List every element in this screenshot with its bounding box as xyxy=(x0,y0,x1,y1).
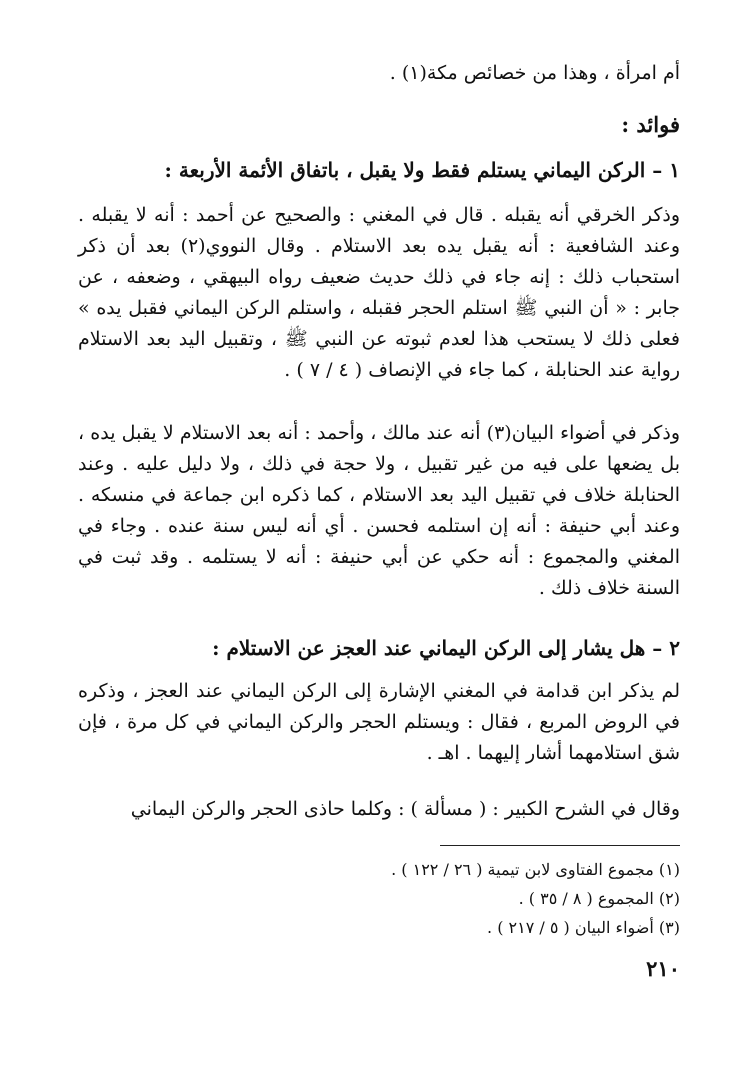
footnote-2: (٢) المجموع ( ٨ / ٣٥ ) . xyxy=(518,889,680,908)
section-1-heading: ١ – الركن اليماني يستلم فقط ولا يقبل ، باتفاق الأئمة الأربعة : xyxy=(164,158,680,182)
section-1-paragraph-1: وذكر الخرقي أنه يقبله . قال في المغني : والصحيح عن أحمد : أنه لا يقبله . وعند الشافعية : أنه يقبل يده بعد الاستلام . وقال النووي(٢) بعد أن ذكر استحباب ذلك : إنه جاء في ذلك حديث ضعيف رواه البيهقي ، وضعفه ، عن جابر : « أن النبي ﷺ استلم الحجر فقبله ، واستلم الركن اليماني فقبل يده » فعلى ذلك لا يستحب هذا لعدم ثبوته عن النبي ﷺ ، وتقبيل اليد بعد الاستلام رواية عند الحنابلة ، كما جاء في الإنصاف ( ٤ / ٧ ) . xyxy=(78,204,680,381)
section-1-paragraph-2: وذكر في أضواء البيان(٣) أنه عند مالك ، وأحمد : أنه بعد الاستلام لا يقبل يده ، بل يضعها على فيه من غير تقبيل ، ولا حجة في ذلك ، ولا دليل عليه . وعند الحنابلة خلاف في تقبيل اليد بعد الاستلام ، كما ذكره ابن جماعة في منسكه . وعند أبي حنيفة : أنه إن استلمه فحسن . أي أنه ليس سنة عنده . وجاء في المغني والمجموع : أنه حكي عن أبي حنيفة : أنه لا يستلمه . وقد ثبت في السنة خلاف ذلك . xyxy=(78,422,680,599)
footnote-divider xyxy=(440,845,680,846)
section-2-paragraph-1: لم يذكر ابن قدامة في المغني الإشارة إلى الركن اليماني عند العجز ، وذكره في الروض المربع ، فقال : ويستلم الحجر والركن اليماني في كل مرة ، فإن شق استلامهما أشار إليهما . اهـ . xyxy=(78,680,680,764)
opening-line: أم امرأة ، وهذا من خصائص مكة(١) . xyxy=(389,62,680,84)
page-number: ٢١٠ xyxy=(646,956,680,981)
benefits-heading: فوائد : xyxy=(621,112,680,137)
section-2-heading: ٢ – هل يشار إلى الركن اليماني عند العجز عن الاستلام : xyxy=(212,636,680,660)
footnote-3: (٣) أضواء البيان ( ٥ / ٢١٧ ) . xyxy=(487,918,680,937)
footnotes xyxy=(280,855,680,942)
footnote-1: (١) مجموع الفتاوى لابن تيمية ( ٢٦ / ١٢٢ ) . xyxy=(391,860,680,879)
section-2-paragraph-2: وقال في الشرح الكبير : ( مسألة ) : وكلما حاذى الحجر والركن اليماني xyxy=(130,798,680,820)
